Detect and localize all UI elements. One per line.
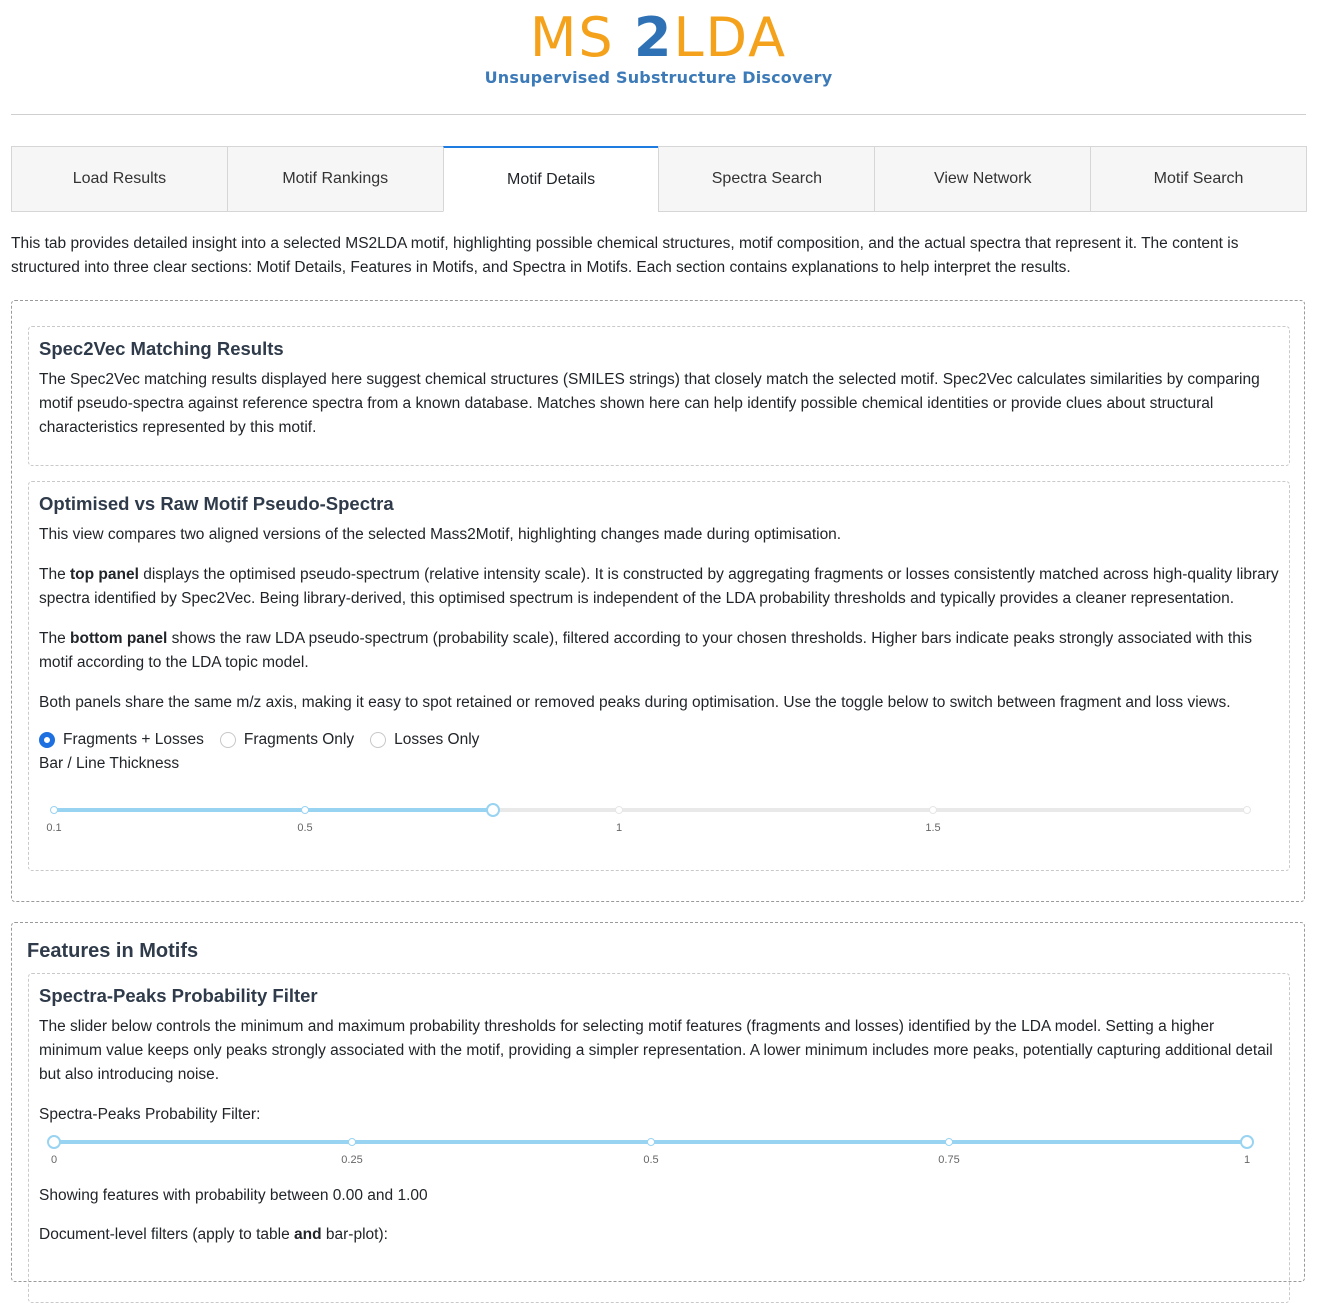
logo-wordmark: MS 2LDA — [529, 6, 788, 69]
probability-filter-title: Spectra-Peaks Probability Filter — [39, 985, 318, 1006]
axis-description: Both panels share the same m/z axis, making it easy to spot retained or removed peaks during optimisation. Use the toggle below to switch between fragment and loss views. — [39, 694, 1231, 711]
radio-unchecked-icon — [220, 732, 236, 748]
spec2vec-card — [28, 326, 1290, 466]
slider-mark: 0.5 — [297, 822, 313, 834]
slider-min-handle[interactable] — [47, 1135, 61, 1149]
slider-mark: 0.75 — [938, 1154, 960, 1166]
tab-spectra-search[interactable]: Spectra Search — [658, 146, 875, 212]
slider-mark: 1 — [1243, 1154, 1251, 1166]
probability-range-slider[interactable] — [50, 1134, 1251, 1166]
thickness-label: Bar / Line Thickness — [39, 755, 180, 772]
app-header — [11, 0, 1306, 115]
main-tabs — [11, 146, 1307, 212]
slider-mark: 1.5 — [925, 822, 941, 834]
slider-mark: 0.5 — [643, 1154, 659, 1166]
tab-motif-rankings[interactable]: Motif Rankings — [227, 146, 444, 212]
optimised-title: Optimised vs Raw Motif Pseudo-Spectra — [39, 493, 394, 514]
thickness-slider[interactable] — [46, 802, 1248, 834]
bottom-panel-description: The bottom panel shows the raw LDA pseudo-spectrum (probability scale), filtered according to your chosen thresholds. Higher bars indicate peaks strongly associated with this motif according to the LDA topic model. — [39, 630, 1253, 671]
top-panel-description: The top panel displays the optimised pseudo-spectrum (relative intensity scale). It is constructed by aggregating fragments or losses consistently matched across high-quality library spectra identified by Spec2Vec. Being library-derived, this optimised spectrum is independent of the LDA probability thresholds and typically provides a cleaner representation. — [39, 566, 1279, 607]
optimised-card — [28, 481, 1290, 871]
tab-motif-details[interactable]: Motif Details — [443, 146, 660, 212]
slider-dot — [647, 1138, 655, 1146]
slider-dot — [301, 806, 309, 814]
slider-handle[interactable] — [486, 803, 500, 817]
tab-motif-search[interactable]: Motif Search — [1090, 146, 1307, 212]
slider-mark: 0 — [50, 1154, 58, 1166]
features-section-title: Features in Motifs — [27, 940, 199, 962]
slider-mark: 0.1 — [46, 822, 62, 834]
motif-details-section — [11, 300, 1305, 902]
slider-dot — [50, 806, 58, 814]
radio-checked-icon — [39, 732, 55, 748]
spec2vec-description: The Spec2Vec matching results displayed here suggest chemical structures (SMILES strings) that closely match the selected motif. Spec2Vec calculates similarities by comparing motif pseudo-spectra against reference spectra from a known database. Matches shown here can help identify possible chemical identities or provide clues about structural characteristics represented by this motif. — [39, 371, 1260, 436]
app-logo — [11, 8, 1306, 87]
document-filters-label: Document-level filters (apply to table and bar-plot): — [39, 1226, 388, 1243]
slider-dot — [615, 806, 623, 814]
probability-filter-card — [28, 973, 1290, 1303]
slider-mark: 0.25 — [341, 1154, 363, 1166]
radio-fragments-losses[interactable]: Fragments + Losses — [39, 731, 204, 749]
probability-range-status: Showing features with probability between 0.00 and 1.00 — [39, 1187, 428, 1204]
slider-dot — [929, 806, 937, 814]
tab-load-results[interactable]: Load Results — [11, 146, 228, 212]
slider-dot — [945, 1138, 953, 1146]
probability-slider-label: Spectra-Peaks Probability Filter: — [39, 1106, 261, 1123]
radio-losses-only[interactable]: Losses Only — [370, 731, 479, 749]
radio-fragments-only[interactable]: Fragments Only — [220, 731, 354, 749]
probability-filter-description: The slider below controls the minimum and maximum probability thresholds for selecting motif features (fragments and losses) identified by the LDA model. Setting a higher minimum value keeps only peaks strongly associated with the motif, providing a simpler representation. A lower minimum includes more peaks, potentially capturing additional detail but also introducing noise. — [39, 1018, 1273, 1083]
slider-max-handle[interactable] — [1240, 1135, 1254, 1149]
slider-mark: 1 — [615, 822, 623, 834]
slider-dot — [348, 1138, 356, 1146]
feature-type-toggle — [39, 731, 1279, 749]
tab-view-network[interactable]: View Network — [874, 146, 1091, 212]
optimised-intro: This view compares two aligned versions of the selected Mass2Motif, highlighting changes made during optimisation. — [39, 526, 842, 543]
slider-dot — [1243, 806, 1251, 814]
features-section — [11, 922, 1305, 1282]
spec2vec-title: Spec2Vec Matching Results — [39, 338, 284, 359]
tab-intro: This tab provides detailed insight into a selected MS2LDA motif, highlighting possible chemical structures, motif composition, and the actual spectra that represent it. The content is structured into three clear sections: Motif Details, Features in Motifs, and Spectra in Motifs. Each section contains explanations to help interpret the results. — [11, 235, 1239, 276]
slider-track — [54, 808, 493, 812]
logo-tagline: Unsupervised Substructure Discovery — [484, 68, 833, 87]
radio-unchecked-icon — [370, 732, 386, 748]
